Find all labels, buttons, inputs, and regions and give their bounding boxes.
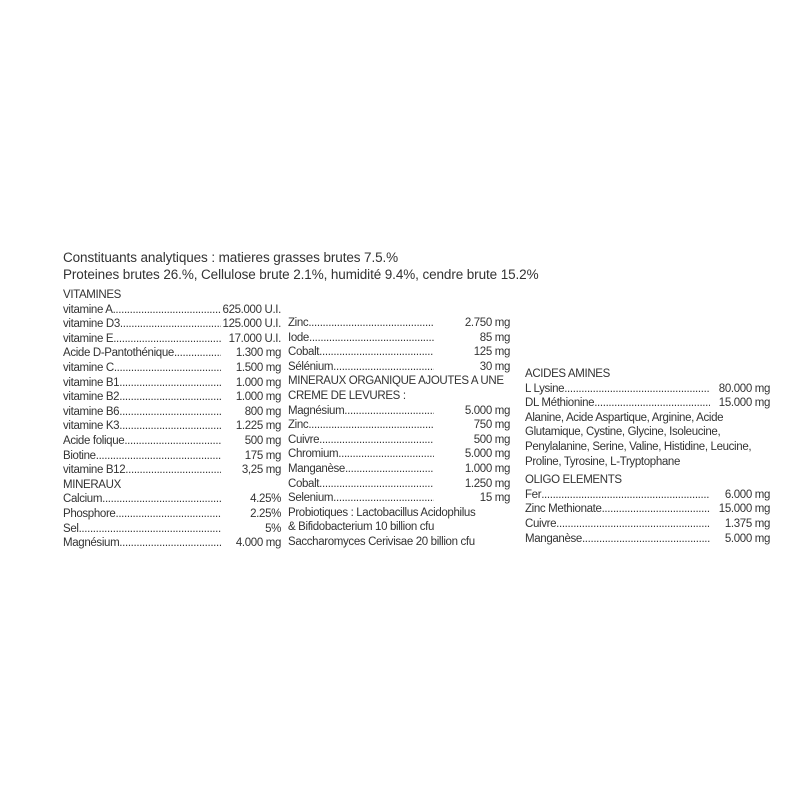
list-item xyxy=(525,517,770,532)
item-label: Cuivre xyxy=(288,433,320,446)
list-item xyxy=(63,303,281,318)
dot-leader xyxy=(120,317,221,332)
item-label: Magnésium xyxy=(288,404,345,417)
column-trace-organic xyxy=(288,316,510,550)
item-label: Fer xyxy=(525,488,542,501)
organic-minerals-heading-1: MINERAUX ORGANIQUE AJOUTES A UNE xyxy=(288,375,504,388)
item-label: Sel xyxy=(63,522,79,535)
minerals-heading: MINERAUX xyxy=(63,478,121,491)
list-item xyxy=(288,433,510,448)
list-item xyxy=(63,317,281,332)
trace-minerals-list xyxy=(288,316,510,374)
item-label: Cuivre xyxy=(525,517,557,530)
item-label: Manganèse xyxy=(525,532,582,545)
item-value: 500 mg xyxy=(244,434,281,447)
oligo-elements-heading: OLIGO ELEMENTS xyxy=(525,474,622,487)
list-item xyxy=(525,488,770,503)
item-value: 750 mg xyxy=(473,419,510,432)
item-value: 15 mg xyxy=(479,492,510,505)
dot-leader xyxy=(333,491,434,506)
item-value: 30 mg xyxy=(479,360,510,373)
item-label: L Lysine xyxy=(525,382,565,395)
item-label: vitamine B1 xyxy=(63,376,120,389)
item-label: vitamine E xyxy=(63,332,114,345)
item-value: 1.375 mg xyxy=(724,517,770,530)
vitamins-heading: VITAMINES xyxy=(63,289,121,301)
list-item xyxy=(288,462,510,477)
item-value: 2.25% xyxy=(250,507,281,520)
dot-leader xyxy=(119,405,221,420)
analytical-constituents xyxy=(63,249,538,283)
item-label: Sélénium xyxy=(288,360,334,373)
item-value: 125 mg xyxy=(473,346,510,359)
list-item xyxy=(63,390,281,405)
item-value: 5.000 mg xyxy=(464,448,510,461)
list-item xyxy=(63,332,281,347)
item-value: 5.000 mg xyxy=(464,404,510,417)
item-value: 1.225 mg xyxy=(235,420,281,433)
item-label: Cobalt xyxy=(288,346,320,359)
dot-leader xyxy=(96,449,221,464)
item-label: vitamine B6 xyxy=(63,405,120,418)
list-item xyxy=(288,331,510,346)
item-label: DL Méthionine xyxy=(525,397,595,410)
list-item xyxy=(288,360,510,375)
dot-leader xyxy=(556,517,710,532)
list-item xyxy=(63,419,281,434)
minerals-list xyxy=(63,492,281,550)
list-item xyxy=(525,382,770,397)
list-item xyxy=(288,477,510,492)
item-label: Zinc Methionate xyxy=(525,503,602,516)
item-value: 17.000 U.I. xyxy=(228,332,281,345)
list-item xyxy=(288,404,510,419)
item-label: vitamine D3 xyxy=(63,318,120,331)
dot-leader xyxy=(308,316,434,331)
dot-leader xyxy=(119,536,221,551)
item-value: 4.000 mg xyxy=(235,537,281,550)
analytical-line-2: Proteines brutes 26.%, Cellulose brute 2.1%, humidité 9.4%, cendre brute 15.2% xyxy=(63,267,539,282)
dot-leader xyxy=(602,502,710,517)
probiotics-line-1: Probiotiques : Lactobacillus Acidophilus xyxy=(288,506,476,519)
item-label: Calcium xyxy=(63,493,103,506)
item-label: Manganèse xyxy=(288,462,345,475)
item-label: Selenium xyxy=(288,492,334,505)
list-item xyxy=(525,396,770,411)
item-label: Iode xyxy=(288,331,309,344)
item-label: vitamine B12 xyxy=(63,464,126,477)
dot-leader xyxy=(319,477,434,492)
item-value: 175 mg xyxy=(244,449,281,462)
list-item xyxy=(288,491,510,506)
item-value: 5.000 mg xyxy=(724,532,770,545)
list-item xyxy=(63,346,281,361)
item-value: 15.000 mg xyxy=(718,397,770,410)
dot-leader xyxy=(541,488,710,503)
list-item xyxy=(288,316,510,331)
dot-leader xyxy=(113,332,221,347)
column-amino-oligo xyxy=(525,367,770,546)
list-item xyxy=(288,447,510,462)
list-item xyxy=(63,536,281,551)
dot-leader xyxy=(115,507,221,522)
item-value: 1.000 mg xyxy=(235,376,281,389)
analytical-line-1: Constituants analytiques : matieres grasses brutes 7.5.% xyxy=(63,250,399,265)
organic-minerals-list xyxy=(288,404,510,506)
list-item xyxy=(525,532,770,547)
dot-leader xyxy=(338,447,434,462)
list-item xyxy=(63,463,281,478)
amino-acids-heading: ACIDES AMINES xyxy=(525,368,610,380)
dot-leader xyxy=(345,462,434,477)
list-item xyxy=(63,434,281,449)
list-item xyxy=(63,405,281,420)
item-value: 5% xyxy=(265,522,281,535)
amino-acids-text: Alanine, Acide Aspartique, Arginine, Acide Glutamique, Cystine, Glycine, Isoleucine, Penylalanine, Serine, Valine, Histidine, Leucine, Proline, Tyrosine, L-Tryptophane xyxy=(525,411,752,468)
item-value: 125.000 U.I. xyxy=(222,318,281,331)
dot-leader xyxy=(125,463,221,478)
list-item xyxy=(63,492,281,507)
item-label: Magnésium xyxy=(63,537,120,550)
item-value: 800 mg xyxy=(244,405,281,418)
dot-leader xyxy=(309,331,434,346)
item-label: Phosphore xyxy=(63,507,116,520)
list-item xyxy=(63,376,281,391)
vitamins-list xyxy=(63,303,281,478)
probiotics-line-2: & Bifidobacterium 10 billion cfu xyxy=(288,521,435,534)
dot-leader xyxy=(79,522,221,537)
item-value: 1.500 mg xyxy=(235,361,281,374)
dot-leader xyxy=(308,418,434,433)
dot-leader xyxy=(102,492,221,507)
item-label: Biotine xyxy=(63,449,96,462)
list-item xyxy=(288,345,510,360)
item-value: 15.000 mg xyxy=(718,503,770,516)
list-item xyxy=(63,522,281,537)
dot-leader xyxy=(119,390,221,405)
oligo-elements-list xyxy=(525,488,770,546)
item-value: 6.000 mg xyxy=(724,488,770,501)
item-label: vitamine C xyxy=(63,361,114,374)
item-label: Cobalt xyxy=(288,477,320,490)
list-item xyxy=(63,361,281,376)
dot-leader xyxy=(119,419,221,434)
list-item xyxy=(525,502,770,517)
dot-leader xyxy=(114,361,221,376)
item-value: 1.300 mg xyxy=(235,347,281,360)
item-value: 1.250 mg xyxy=(464,477,510,490)
item-label: vitamine A xyxy=(63,303,113,316)
dot-leader xyxy=(344,404,434,419)
item-value: 4.25% xyxy=(250,493,281,506)
list-item xyxy=(63,449,281,464)
dot-leader xyxy=(124,434,221,449)
item-value: 500 mg xyxy=(473,433,510,446)
item-value: 3,25 mg xyxy=(241,464,281,477)
dot-leader xyxy=(113,303,221,318)
item-value: 80.000 mg xyxy=(718,382,770,395)
item-value: 85 mg xyxy=(479,331,510,344)
list-item xyxy=(288,418,510,433)
item-label: Zinc xyxy=(288,317,309,329)
dot-leader xyxy=(319,433,434,448)
item-value: 1.000 mg xyxy=(235,391,281,404)
item-label: Acide folique xyxy=(63,434,125,447)
item-value: 1.000 mg xyxy=(464,462,510,475)
item-value: 2.750 mg xyxy=(464,317,510,329)
organic-minerals-heading-2: CREME DE LEVURES : xyxy=(288,389,406,402)
dot-leader xyxy=(564,382,710,397)
dot-leader xyxy=(319,345,434,360)
item-label: Acide D-Pantothénique xyxy=(63,347,174,360)
dot-leader xyxy=(333,360,434,375)
dot-leader xyxy=(174,346,221,361)
item-label: vitamine K3 xyxy=(63,420,120,433)
list-item xyxy=(63,507,281,522)
item-value: 625.000 U.I. xyxy=(222,303,281,316)
amino-acids-list xyxy=(525,382,770,411)
dot-leader xyxy=(582,532,710,547)
column-vitamins-minerals xyxy=(63,288,281,551)
dot-leader xyxy=(119,376,221,391)
item-label: Chromium xyxy=(288,448,339,461)
item-label: vitamine B2 xyxy=(63,391,120,404)
probiotics-line-3: Saccharomyces Cerivisae 20 billion cfu xyxy=(288,535,475,548)
item-label: Zinc xyxy=(288,419,309,432)
dot-leader xyxy=(594,396,710,411)
